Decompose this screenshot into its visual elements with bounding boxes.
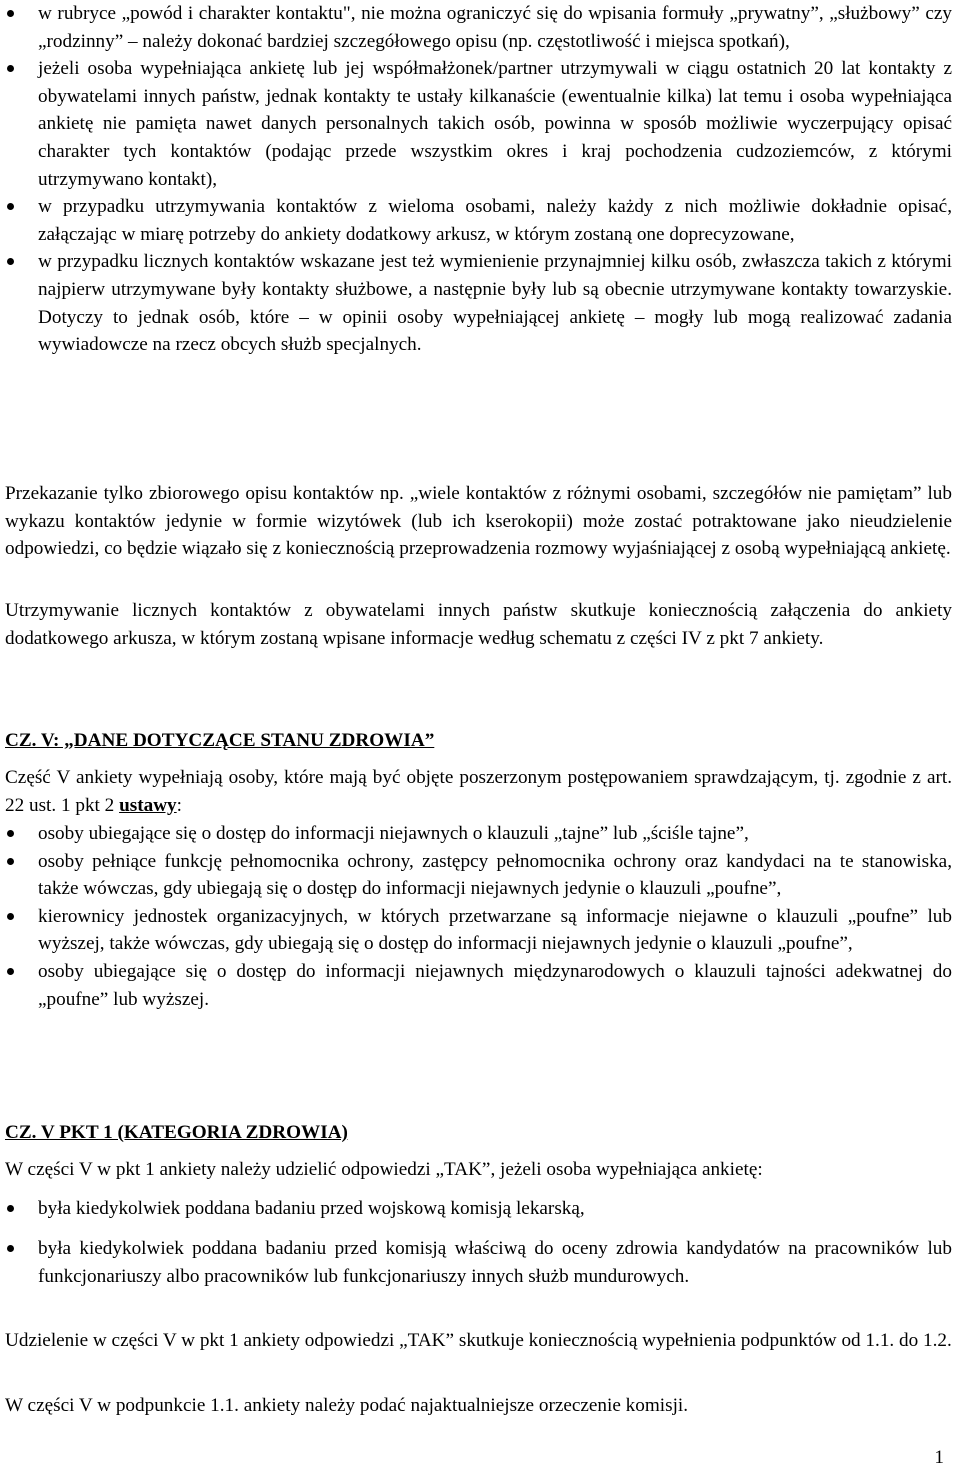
list-item: była kiedykolwiek poddana badaniu przed wojskową komisją lekarską, bbox=[0, 1195, 956, 1223]
section-v-bullets-block bbox=[0, 820, 956, 1013]
list-item: w przypadku utrzymywania kontaktów z wieloma osobami, należy każdy z nich możliwie dokładnie opisać, załączając w miarę potrzeby do ankiety dodatkowy arkusz, w którym zostaną one doprecyzowane, bbox=[0, 193, 956, 248]
list-item: była kiedykolwiek poddana badaniu przed komisją właściwą do oceny zdrowia kandydatów na pracowników lub funkcjonariuszy albo pracowników lub funkcjonariuszy innych służb mundurowych. bbox=[0, 1235, 956, 1290]
pkt1-intro: W części V w pkt 1 ankiety należy udzielić odpowiedzi „TAK”, jeżeli osoba wypełniająca ankietę: bbox=[5, 1159, 763, 1180]
contacts-bullet-list bbox=[0, 0, 956, 359]
many-contacts-paragraph-block bbox=[0, 597, 956, 652]
pkt1-bullet-list-a bbox=[0, 1195, 956, 1223]
podpunkt-paragraph: W części V w podpunkcie 1.1. ankiety należy podać najaktualniejsze orzeczenie komisji. bbox=[5, 1395, 689, 1416]
pkt1-heading-block bbox=[0, 1119, 956, 1147]
section-v-intro-colon: : bbox=[176, 794, 182, 816]
list-item: jeżeli osoba wypełniająca ankietę lub jej współmałżonek/partner utrzymywali w ciągu ostatnich 20 lat kontakty z obywatelami innych państw, jednak kontakty te ustały kilkanaście (ewentualnie kilka) lat temu i osoba wypełniająca ankietę nie pamięta nawet danych personalnych takich osób, powinna w sposób możliwie wyczerpujący opisać charakter tych kontaktów (podając przede wszystkim okres i kraj pochodzenia cudzoziemców, z którymi utrzymywano kontakt), bbox=[0, 55, 956, 193]
section-v-intro-text: Część V ankiety wypełniają osoby, które mają być objęte poszerzonym postępowaniem sprawdzającym, tj. zgodnie z art. 22 ust. 1 pkt 2 bbox=[5, 767, 952, 816]
pkt1-heading: CZ. V PKT 1 (KATEGORIA ZDROWIA) bbox=[5, 1122, 348, 1143]
contacts-guidelines bbox=[0, 0, 956, 359]
list-item: kierownicy jednostek organizacyjnych, w których przetwarzane są informacje niejawne o klauzuli „poufne” lub wyższej, także wówczas, gdy ubiegają się o dostęp do informacji niejawnych jedynie o klauzuli „poufne”, bbox=[0, 903, 956, 958]
pkt1-bullet-1-block bbox=[0, 1195, 956, 1223]
ustawa-link[interactable]: ustawy bbox=[119, 794, 177, 816]
udzielenie-paragraph: Udzielenie w części V w pkt 1 ankiety odpowiedzi „TAK” skutkuje koniecznością wypełnienia podpunktów od 1.1. do 1.2. bbox=[5, 1330, 952, 1351]
many-contacts-paragraph: Utrzymywanie licznych kontaktów z obywatelami innych państw skutkuje koniecznością załączenia do ankiety dodatkowego arkusza, w którym zostaną wpisane informacje według schematu z części IV z pkt 7 ankiety. bbox=[5, 600, 952, 649]
list-item: w rubryce „powód i charakter kontaktu", nie można ograniczyć się do wpisania formuły „prywatny”, „służbowy” czy „rodzinny” – należy dokonać bardziej szczegółowego opisu (np. częstotliwość i miejsca spotkań), bbox=[0, 0, 956, 55]
section-v-heading: CZ. V: „DANE DOTYCZĄCE STANU ZDROWIA” bbox=[5, 730, 435, 751]
collective-description-paragraph-block bbox=[0, 480, 956, 563]
pkt1-bullet-list-b bbox=[0, 1235, 956, 1290]
pkt1-bullet-2-block bbox=[0, 1235, 956, 1290]
podpunkt-paragraph-block bbox=[0, 1392, 956, 1420]
section-v-intro bbox=[0, 764, 956, 819]
section-v-heading-block bbox=[0, 727, 956, 755]
list-item: osoby ubiegające się o dostęp do informacji niejawnych międzynarodowych o klauzuli tajności adekwatnej do „poufne” lub wyższej. bbox=[0, 958, 956, 1013]
list-item: osoby ubiegające się o dostęp do informacji niejawnych o klauzuli „tajne” lub „ściśle tajne”, bbox=[0, 820, 956, 848]
section-v-bullet-list bbox=[0, 820, 956, 1013]
list-item: w przypadku licznych kontaktów wskazane jest też wymienienie przynajmniej kilku osób, zwłaszcza takich z którymi najpierw utrzymywane były kontakty służbowe, a następnie były lub są obecnie utrzymywane kontakty towarzyskie. Dotyczy to jednak osób, które – w opinii osoby wypełniającej ankietę – mogły lub mogą realizować zadania wywiadowcze na rzecz obcych służb specjalnych. bbox=[0, 248, 956, 358]
pkt1-intro-block bbox=[0, 1156, 956, 1184]
list-item: osoby pełniące funkcję pełnomocnika ochrony, zastępcy pełnomocnika ochrony oraz kandydaci na te stanowiska, także wówczas, gdy ubiegają się o dostęp do informacji niejawnych jedynie o klauzuli „poufne”, bbox=[0, 848, 956, 903]
collective-description-paragraph: Przekazanie tylko zbiorowego opisu kontaktów np. „wiele kontaktów z różnymi osobami, szczegółów nie pamiętam” lub wykazu kontaktów jedynie w formie wizytówek (lub ich kserokopii) może zostać potraktowane jako nieudzielenie odpowiedzi, co będzie wiązało się z koniecznością przeprowadzenia rozmowy wyjaśniającej z osobą wypełniającą ankietę. bbox=[5, 483, 952, 560]
section-v-intro-block bbox=[0, 764, 956, 819]
udzielenie-paragraph-block bbox=[0, 1327, 956, 1355]
page-number: 1 bbox=[934, 1447, 944, 1468]
